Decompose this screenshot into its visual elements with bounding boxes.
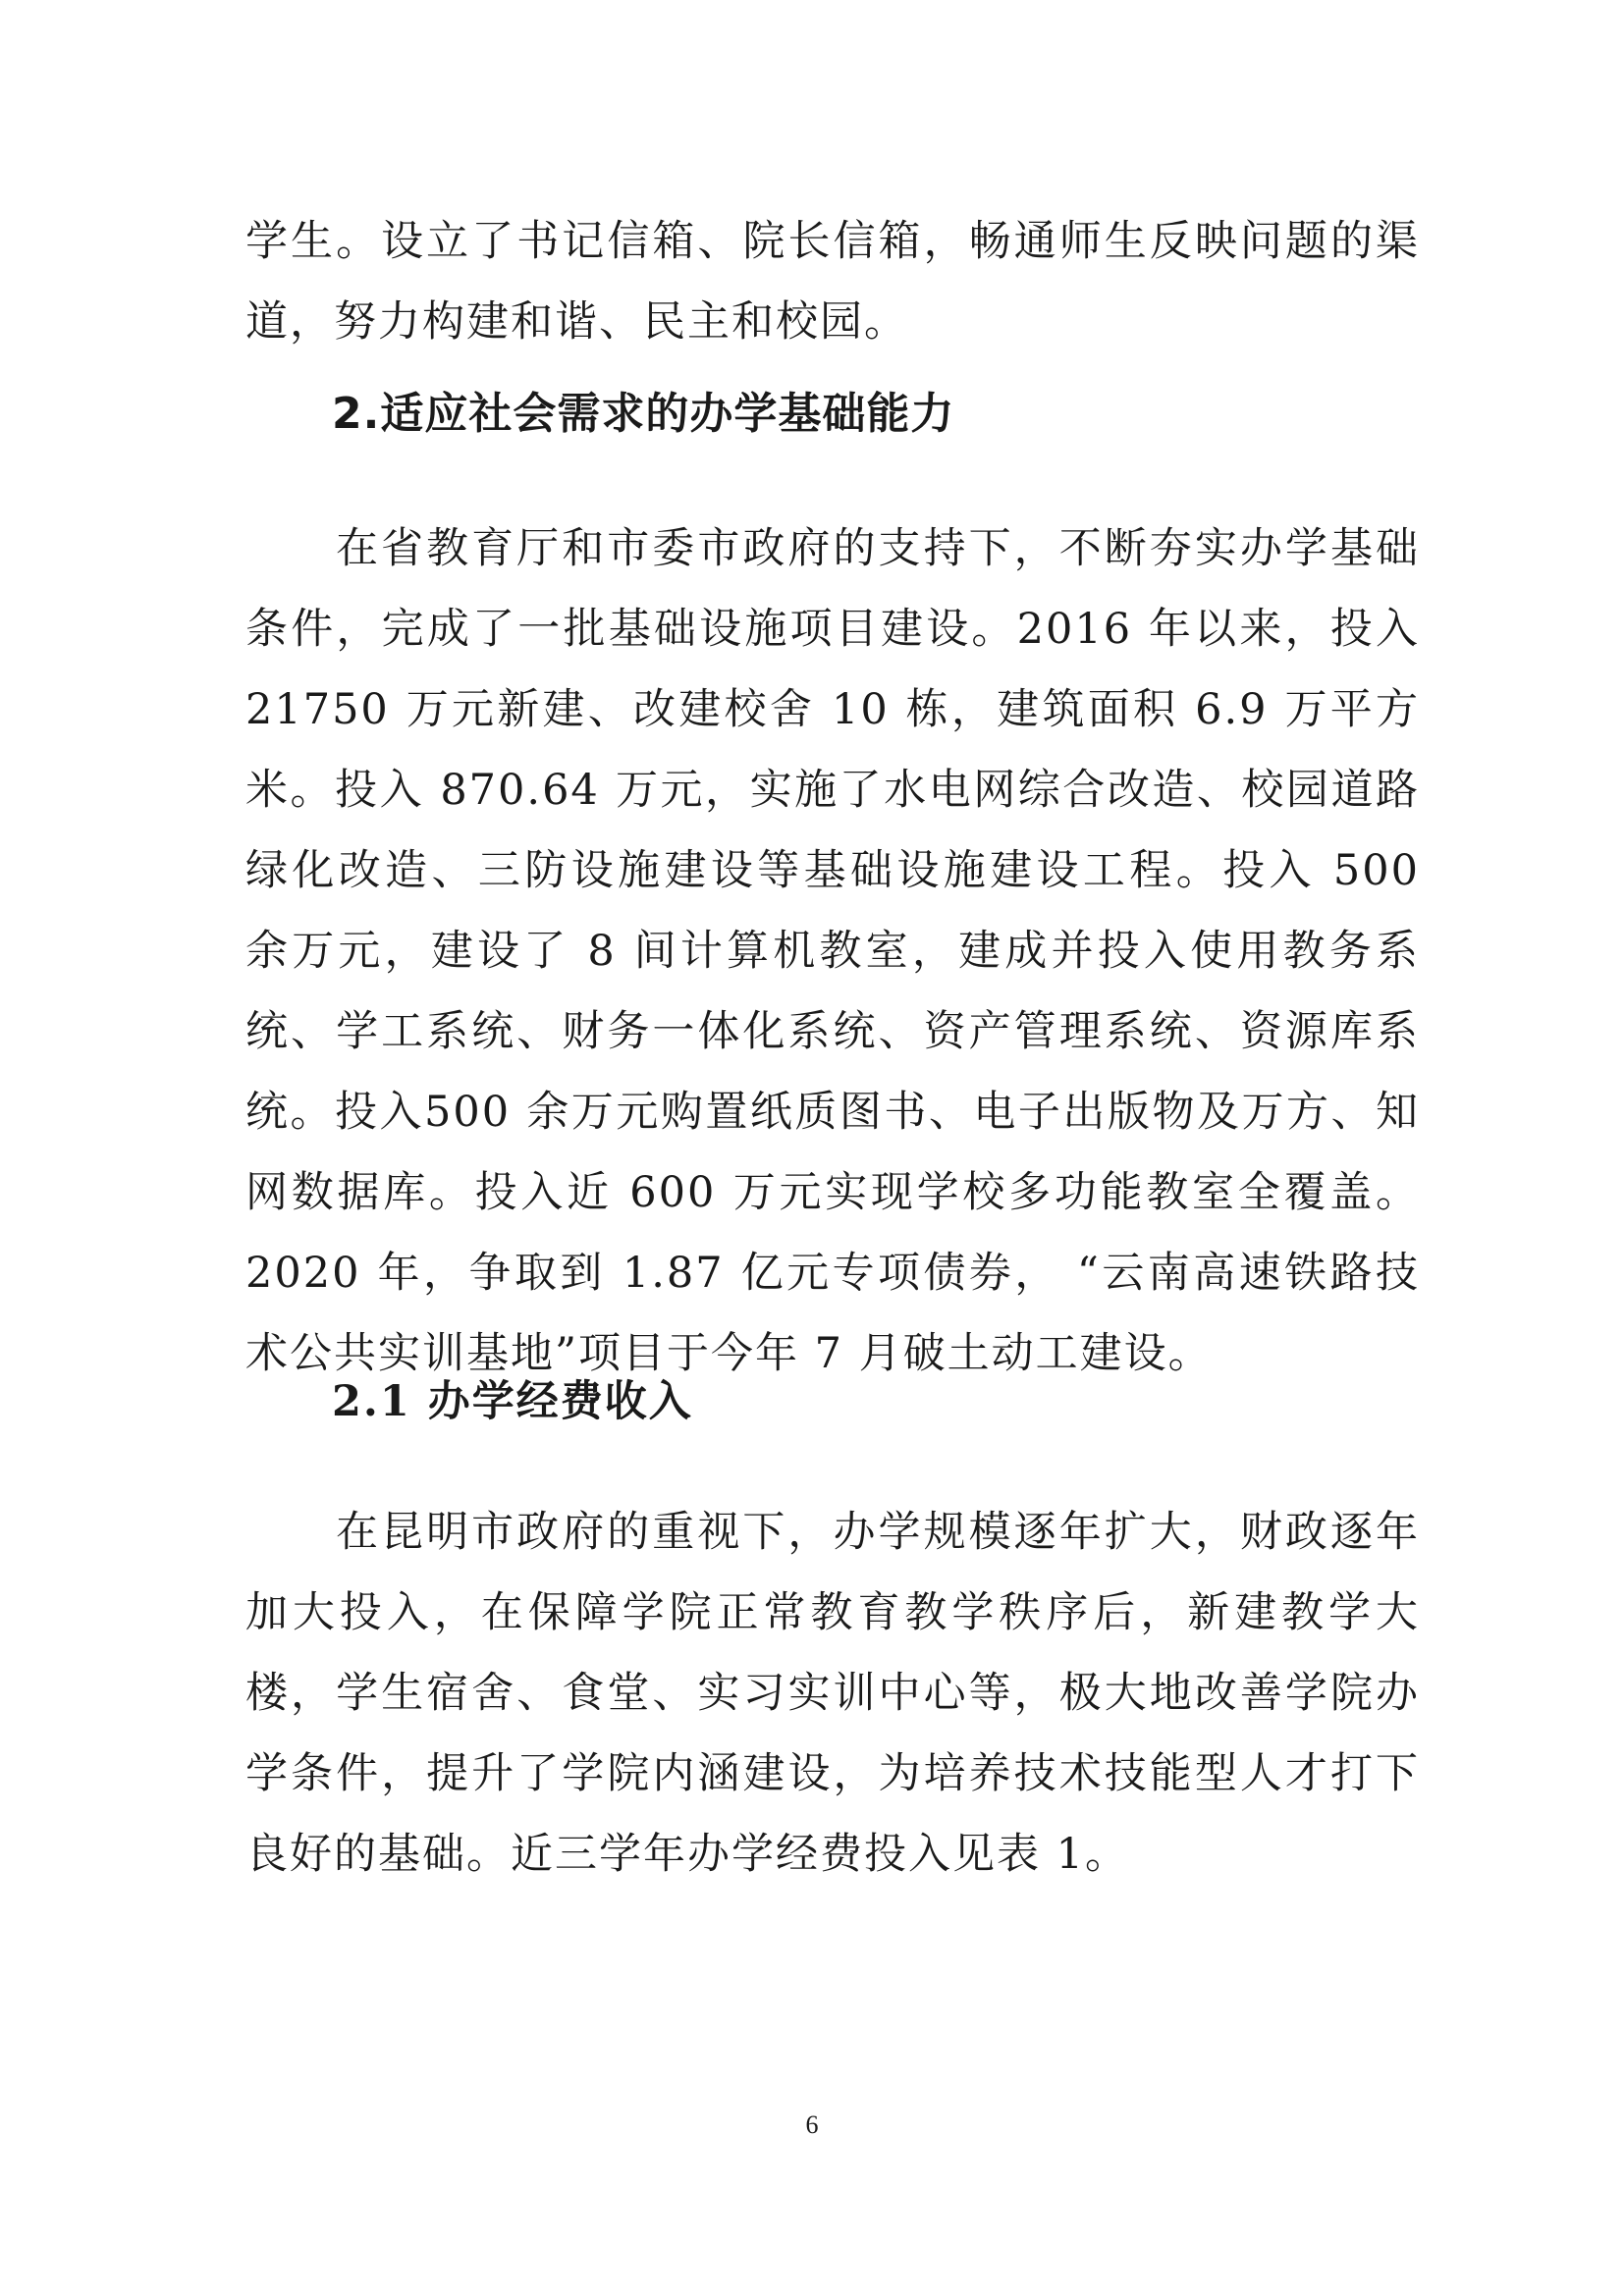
- paragraph-intro: 学生。设立了书记信箱、院长信箱，畅通师生反映问题的渠道，努力构建和谐、民主和校园。: [245, 217, 1420, 347]
- page-number: 6: [805, 2110, 819, 2139]
- subsection-heading-2-1: 2.1 办学经费收入: [332, 1377, 693, 1426]
- section-heading-2: 2.适应社会需求的办学基础能力: [332, 389, 955, 439]
- paragraph-infrastructure: 在省教育厅和市委市政府的支持下，不断夯实办学基础条件，完成了一批基础设施项目建设。2016 年以来，投入21750 万元新建、改建校舍 10 栋，建筑面积 6.9 万平方米。投入 870.64 万元，实施了水电网综合改造、校园道路绿化改造、三防设施建设等基础设施建设工程。投入 500 余万元，建设了 8 间计算机教室，建成并投入使用教务系统、学工系统、财务一体化系统、资产管理系统、资源库系统。投入500 余万元购置纸质图书、电子出版物及万方、知网数据库。投入近 600 万元实现学校多功能教室全覆盖。2020 年，争取到 1.87 亿元专项债券， “云南高速铁路技术公共实训基地”项目于今年 7 月破土动工建设。: [245, 524, 1420, 1378]
- paragraph-funding: 在昆明市政府的重视下，办学规模逐年扩大，财政逐年加大投入，在保障学院正常教育教学秩序后，新建教学大楼，学生宿舍、食堂、实习实训中心等，极大地改善学院办学条件，提升了学院内涵建设，为培养技术技能型人才打下良好的基础。近三学年办学经费投入见表 1。: [245, 1508, 1420, 1879]
